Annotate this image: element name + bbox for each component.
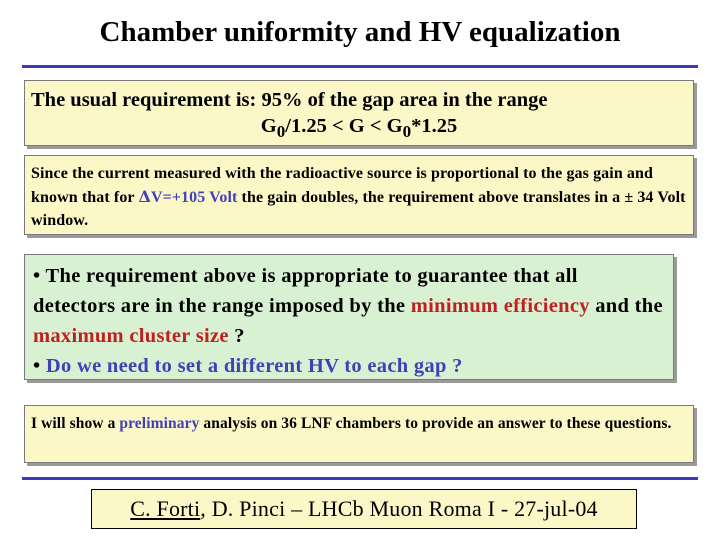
requirement-line: The usual requirement is: 95% of the gap area in the range [31, 89, 548, 111]
author-link[interactable]: C. Forti [130, 496, 201, 521]
analysis-box [24, 405, 694, 463]
formula-subscript-a: 0 [276, 122, 286, 142]
current-text-before: Since the current measured with the radioactive source is proportional to the gas gain and known that for [31, 165, 654, 206]
voltage-highlight: V=+105 Volt [150, 189, 238, 206]
hv-question: Do we need to set a different HV to each gap ? [40, 355, 463, 377]
analysis-text-a: I will show a [31, 415, 120, 432]
top-divider [22, 65, 698, 68]
formula-middle: /1.25 < G < G [285, 115, 403, 137]
bottom-divider [22, 477, 698, 480]
requirement-box [24, 80, 694, 146]
formula-g0: G [260, 115, 277, 137]
question-text-c: ? [228, 325, 245, 347]
current-text-after: the gain doubles, the requirement above translates in a ± 34 Volt window. [31, 189, 686, 229]
footer-rest: , D. Pinci – LHCb Muon Roma I - 27-jul-04 [200, 496, 598, 521]
requirement-formula [31, 113, 687, 145]
current-box [24, 155, 694, 235]
slide-title: Chamber uniformity and HV equalization [99, 16, 621, 48]
question-box [24, 254, 674, 380]
formula-end: *1.25 [411, 115, 458, 137]
delta-symbol: Δ [138, 187, 151, 206]
question-text-a: The requirement above is appropriate to guarantee that all detectors are in the range imposed by the [33, 265, 578, 317]
minimum-efficiency-text: minimum efficiency [410, 295, 590, 317]
preliminary-highlight: preliminary [119, 415, 200, 432]
footer-credit [91, 489, 637, 529]
formula-subscript-b: 0 [402, 122, 412, 142]
maximum-cluster-size-text: maximum cluster size [33, 325, 229, 347]
bullet-1: • [33, 265, 41, 287]
analysis-text-b: analysis on 36 LNF chambers to provide an answer to these questions. [199, 415, 672, 432]
bullet-2: • [33, 355, 41, 377]
question-text-b: and the [589, 295, 663, 317]
